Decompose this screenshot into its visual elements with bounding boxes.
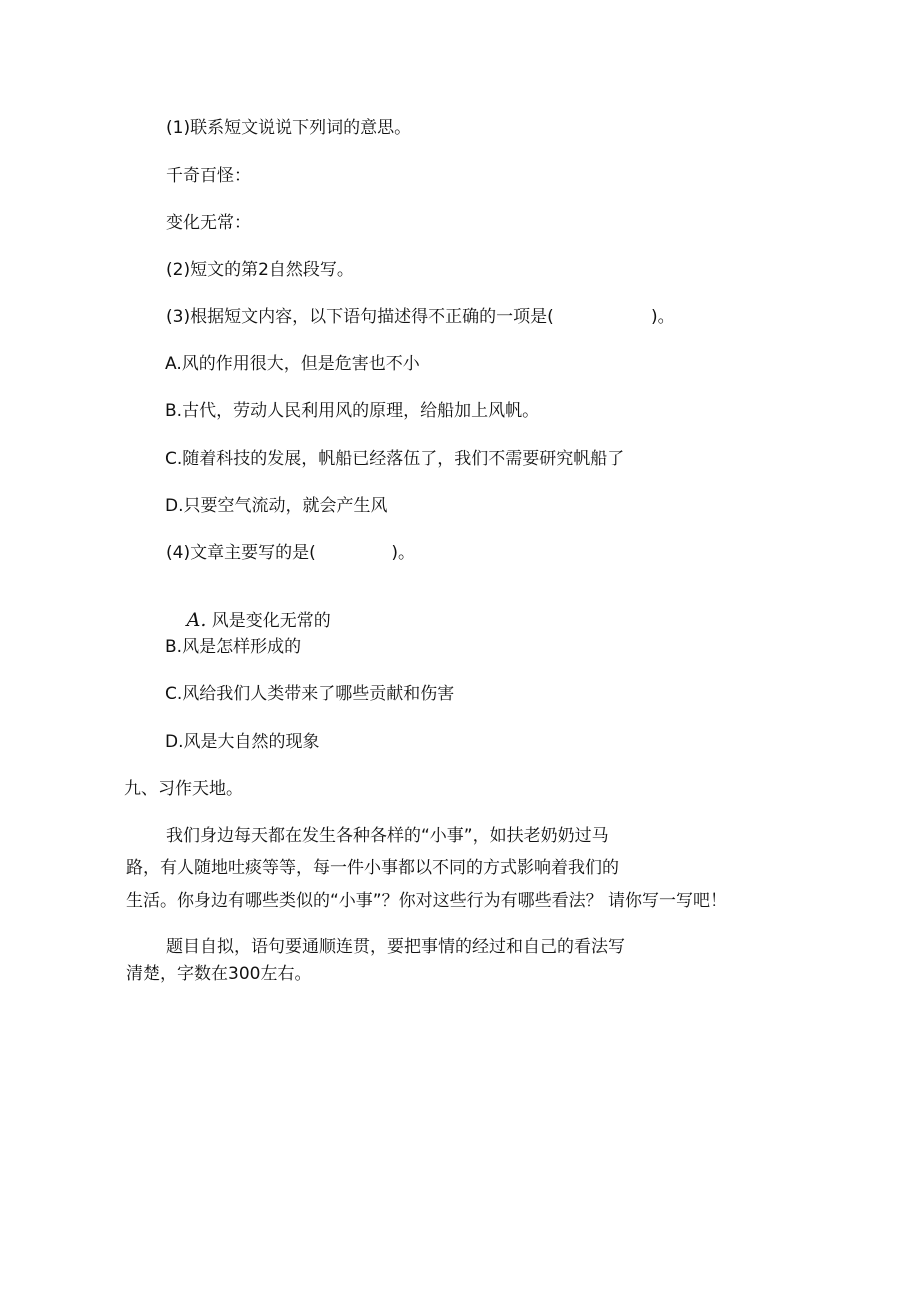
question-1-prompt: (1)联系短文说说下列词的意思。: [166, 118, 412, 138]
question-4-option-d: D.风是大自然的现象: [165, 732, 320, 752]
word-1-label: 千奇百怪：: [166, 166, 251, 186]
essay-paragraph-1-line-3: 生活。你身边有哪些类似的“小事”？你对这些行为有哪些看法？ 请你写一写吧！: [126, 891, 728, 911]
essay-paragraph-2-line-2: 清楚，字数在300左右。: [126, 964, 312, 984]
essay-paragraph-1-line-2: 路，有人随地吐痰等等，每一件小事都以不同的方式影响着我们的: [126, 858, 619, 878]
essay-paragraph-1-line-1: 我们身边每天都在发生各种各样的“小事”，如扶老奶奶过马: [166, 826, 609, 846]
question-3-option-a: A.风的作用很大，但是危害也不小: [165, 354, 420, 374]
essay-paragraph-2-line-1: 题目自拟，语句要通顺连贯，要把事情的经过和自己的看法写: [166, 937, 625, 957]
option-letter-a: A.: [186, 609, 207, 631]
section-9-title: 九、习作天地。: [124, 779, 243, 799]
question-3-option-d: D.只要空气流动，就会产生风: [165, 496, 388, 516]
question-4-prompt: (4)文章主要写的是( )。: [166, 543, 415, 563]
question-3-prompt: (3)根据短文内容，以下语句描述得不正确的一项是( )。: [166, 307, 675, 327]
question-3-option-c: C.随着科技的发展，帆船已经落伍了，我们不需要研究帆船了: [165, 449, 625, 469]
word-2-label: 变化无常：: [166, 213, 251, 233]
question-4-option-b: B.风是怎样形成的: [165, 637, 302, 657]
question-4-option-c: C.风给我们人类带来了哪些贡献和伤害: [165, 684, 455, 704]
question-2-prompt: (2)短文的第2自然段写。: [166, 260, 354, 280]
option-text-a: 风是变化无常的: [206, 611, 331, 631]
question-3-option-b: B.古代，劳动人民利用风的原理，给船加上风帆。: [165, 401, 540, 421]
